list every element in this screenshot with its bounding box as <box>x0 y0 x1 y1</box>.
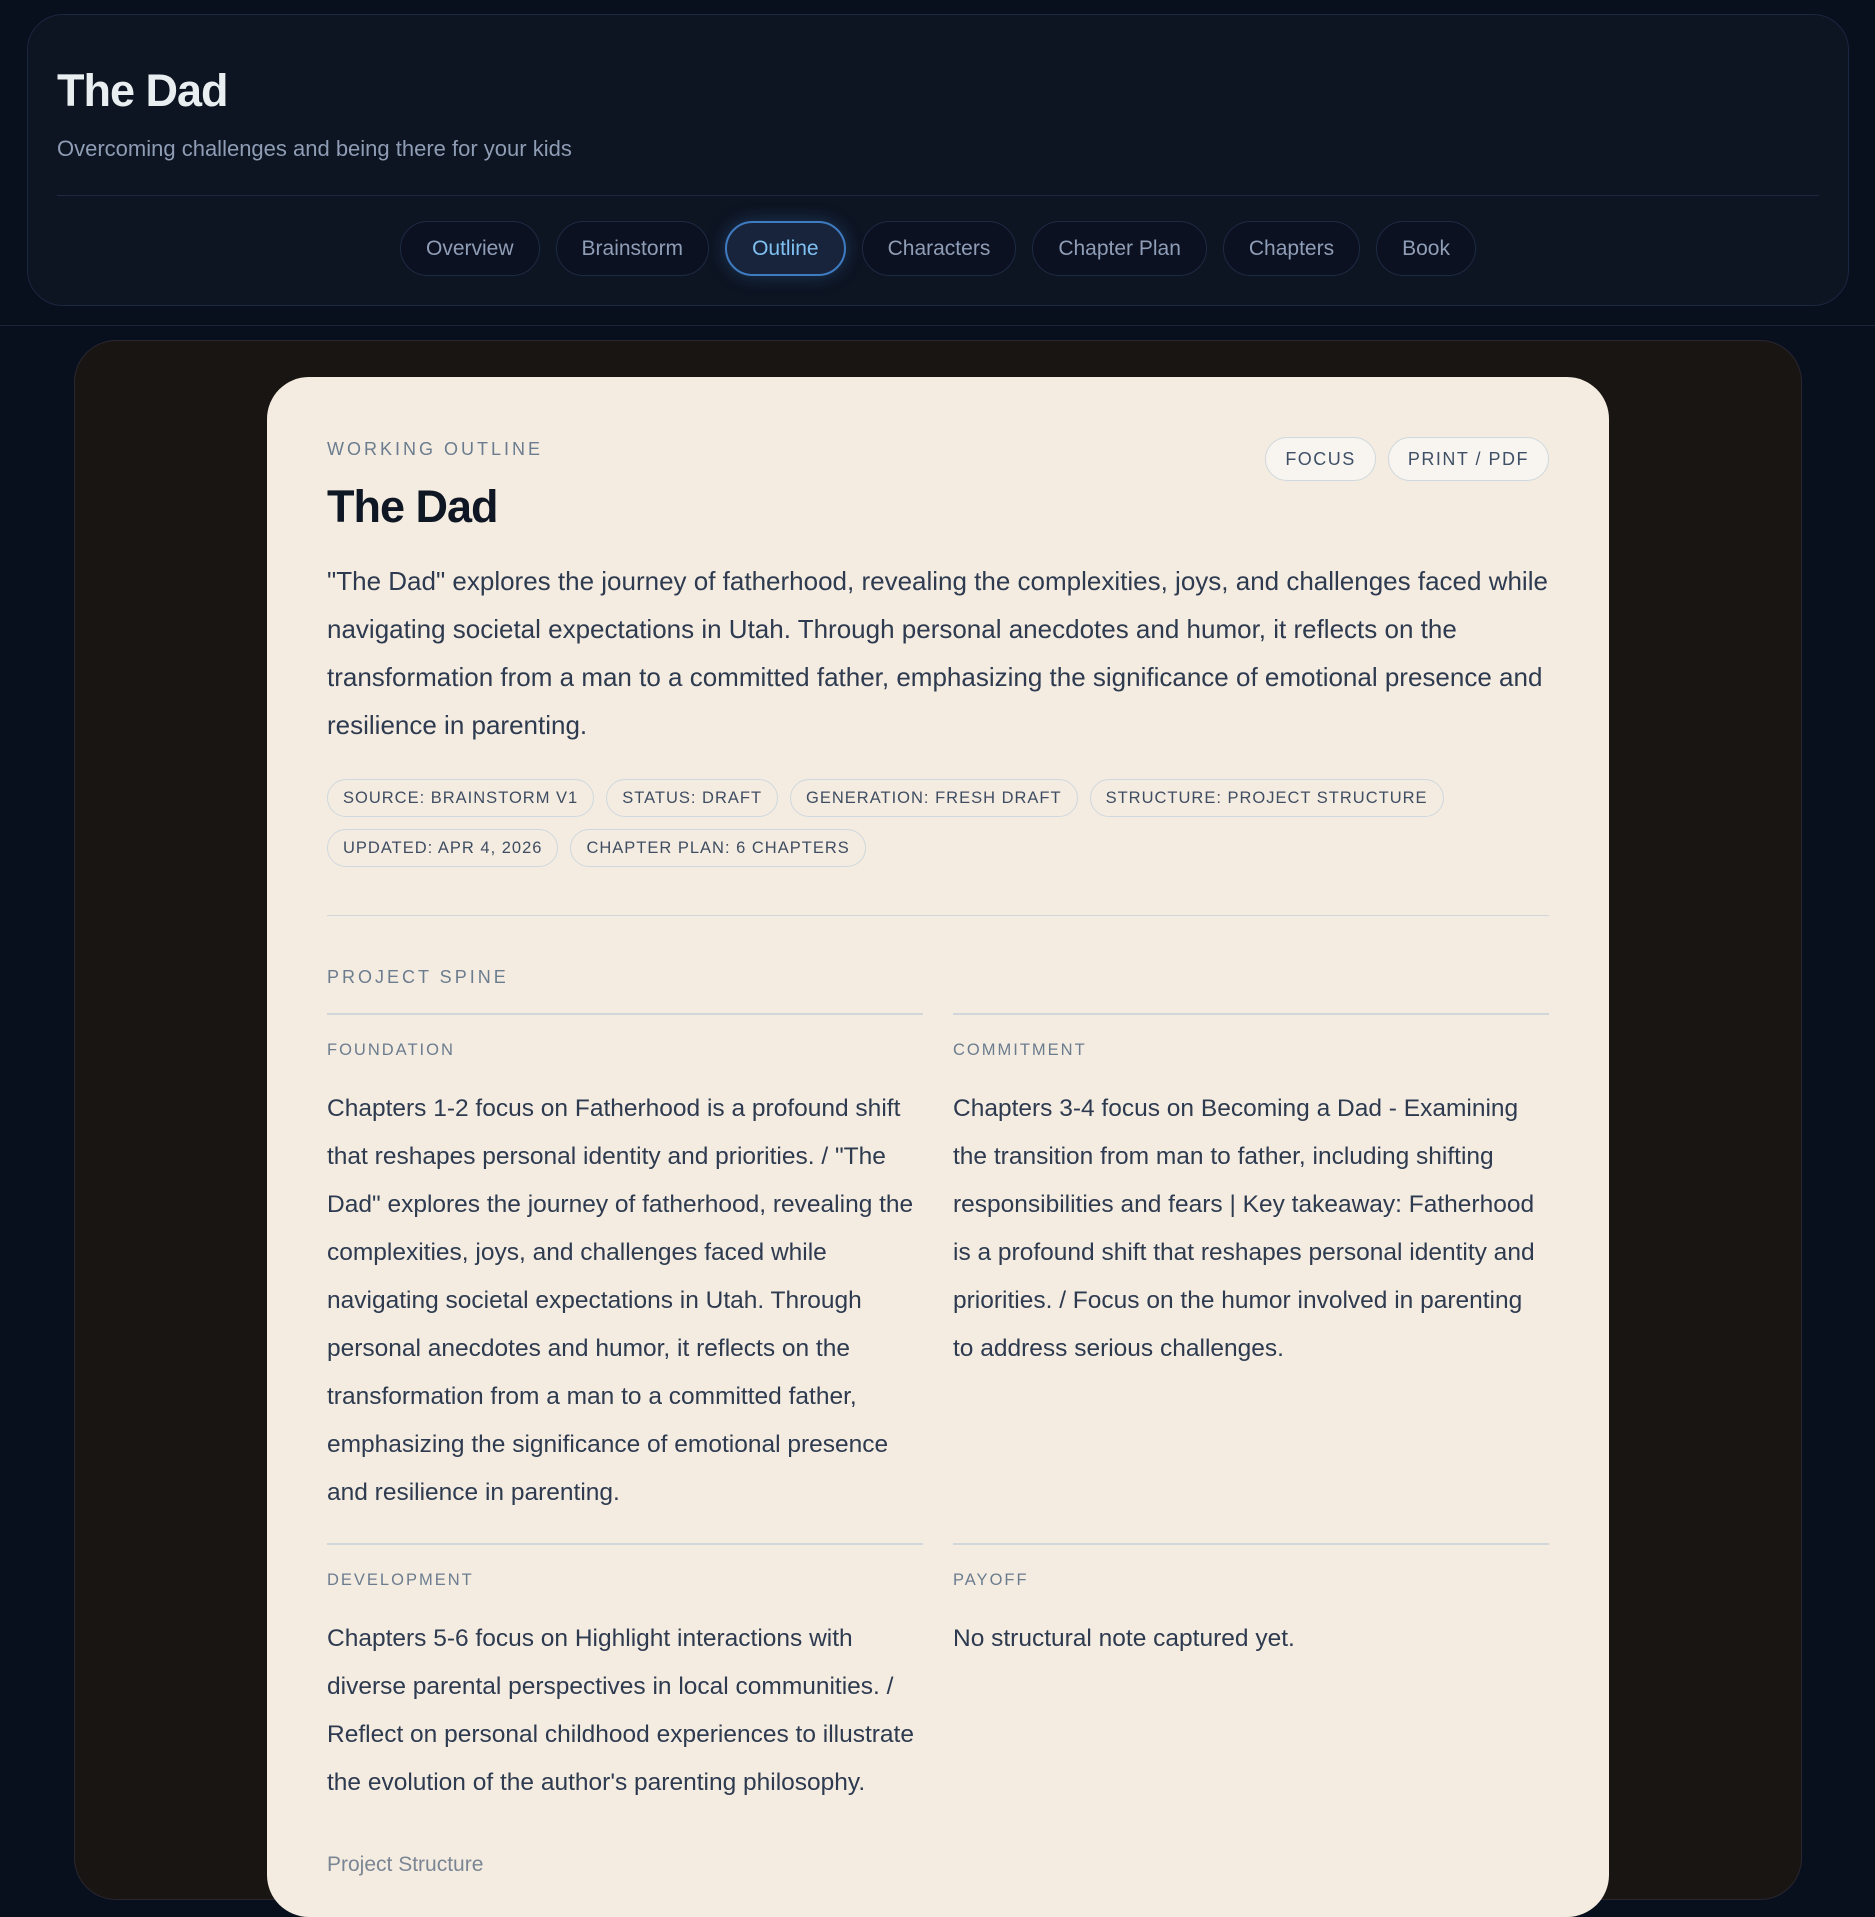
spine-section-label: DEVELOPMENT <box>327 1571 474 1589</box>
chip-structure: STRUCTURE: PROJECT STRUCTURE <box>1090 779 1444 817</box>
project-spine-heading: PROJECT SPINE <box>327 967 509 987</box>
spine-section-body: No structural note captured yet. <box>953 1625 1295 1652</box>
tab-book[interactable]: Book <box>1376 221 1476 276</box>
project-title: The Dad <box>57 65 228 116</box>
spine-section-body: Chapters 1-2 focus on Fatherhood is a profound shift that reshapes personal identity and priorities. / "The Dad" explores the journey of fatherhood, revealing the complexities, joys, and challenges faced while navigating societal expectations in Utah. Through personal anecdotes and humor, it reflects on the transformation from a man to a committed father, emphasizing the significance of emotional presence and resilience in parenting. <box>327 1095 914 1506</box>
outline-eyebrow: WORKING OUTLINE <box>327 439 544 459</box>
chip-chapter-plan: CHAPTER PLAN: 6 CHAPTERS <box>570 829 865 867</box>
spine-section-commitment <box>953 1013 1549 1543</box>
tab-outline[interactable]: Outline <box>725 221 846 276</box>
metadata-chips <box>327 779 1557 867</box>
focus-button[interactable]: FOCUS <box>1265 437 1376 481</box>
tab-brainstorm[interactable]: Brainstorm <box>556 221 710 276</box>
chip-updated: UPDATED: APR 4, 2026 <box>327 829 558 867</box>
print-pdf-button[interactable]: PRINT / PDF <box>1388 437 1549 481</box>
spine-section-label: COMMITMENT <box>953 1041 1087 1059</box>
spine-section-label: PAYOFF <box>953 1571 1029 1589</box>
outline-description: "The Dad" explores the journey of fatherhood, revealing the complexities, joys, and challenges faced while navigating societal expectations in Utah. Through personal anecdotes and humor, it reflects on the transformation from a man to a committed father, emphasizing the significance of emotional presence and resilience in parenting. <box>327 566 1548 740</box>
tab-characters[interactable]: Characters <box>862 221 1017 276</box>
document-actions <box>1265 437 1549 481</box>
tab-chapter-plan[interactable]: Chapter Plan <box>1032 221 1207 276</box>
tab-overview[interactable]: Overview <box>400 221 540 276</box>
chip-status: STATUS: DRAFT <box>606 779 778 817</box>
project-spine-grid <box>327 1013 1549 1877</box>
project-header-card <box>27 14 1849 306</box>
spine-section-body: Chapters 5-6 focus on Highlight interactions with diverse parental perspectives in local communities. / Reflect on personal childhood experiences to illustrate the evolution of the author's parenting philosophy. <box>327 1625 914 1796</box>
tab-chapters[interactable]: Chapters <box>1223 221 1360 276</box>
outline-document <box>267 377 1609 1917</box>
spine-section-label: FOUNDATION <box>327 1041 455 1059</box>
spine-section-payoff <box>953 1543 1549 1877</box>
top-bar <box>0 0 1875 326</box>
chip-source: SOURCE: BRAINSTORM V1 <box>327 779 594 817</box>
header-divider <box>57 195 1819 196</box>
project-nav-tabs <box>28 221 1848 276</box>
spine-section-body: Chapters 3-4 focus on Becoming a Dad - Examining the transition from man to father, including shifting responsibilities and fears | Key takeaway: Fatherhood is a profound shift that reshapes personal identity and priorities. / Focus on the humor involved in parenting to address serious challenges. <box>953 1095 1535 1362</box>
spine-section-development <box>327 1543 923 1877</box>
structure-footer-label: Project Structure <box>327 1853 484 1876</box>
chip-generation: GENERATION: FRESH DRAFT <box>790 779 1078 817</box>
outline-title: The Dad <box>327 481 498 532</box>
section-divider <box>327 915 1549 916</box>
spine-section-foundation <box>327 1013 923 1543</box>
project-subtitle: Overcoming challenges and being there for your kids <box>57 136 572 161</box>
